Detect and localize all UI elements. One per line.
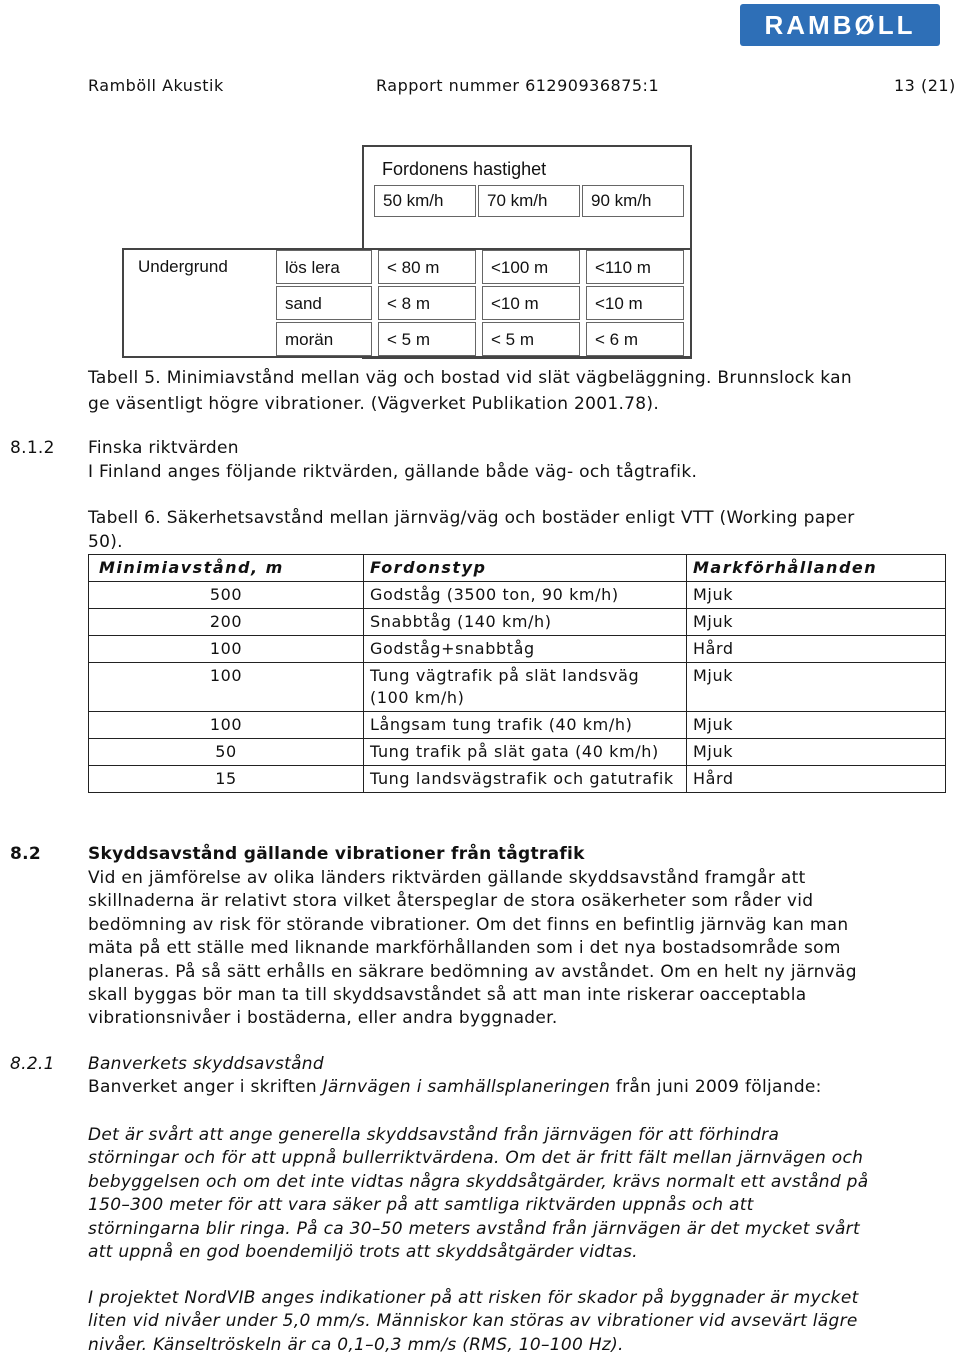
table-cell: 100 bbox=[89, 636, 364, 663]
publication-title: Järnvägen i samhällsplaneringen bbox=[322, 1077, 611, 1097]
table-cell: Mjuk bbox=[687, 582, 946, 609]
table-row bbox=[89, 739, 946, 766]
speed-90: 90 km/h bbox=[582, 185, 684, 217]
text-line: Det är svårt att ange generella skyddsavstånd från järnvägen för att förhindra bbox=[88, 1125, 780, 1145]
table-row bbox=[89, 609, 946, 636]
column-header: Minimiavstånd, m bbox=[89, 555, 364, 582]
text-line: nivåer. Känseltröskeln är ca 0,1–0,3 mm/s (RMS, 10–100 Hz). bbox=[88, 1334, 624, 1355]
table-cell: Mjuk bbox=[687, 663, 946, 712]
text-line: planeras. På så sätt erhålls en säkrare bedömning av avståndet. Om en helt ny järnväg bbox=[88, 961, 857, 982]
quote-block bbox=[88, 1287, 948, 1357]
table-row bbox=[89, 636, 946, 663]
caption-table5-line2: ge väsentligt högre vibrationer. (Vägverket Publikation 2001.78). bbox=[88, 394, 660, 414]
intro-text: Banverket anger i skriften bbox=[88, 1077, 323, 1097]
text-line: bebyggelsen och om det inte vidtas några skyddsåtgärder, krävs normalt ett avstånd på bbox=[88, 1171, 869, 1192]
soil-value: <110 m bbox=[586, 250, 684, 284]
section-title: Skyddsavstånd gällande vibrationer från tågtrafik bbox=[88, 844, 585, 864]
table-cell: 500 bbox=[89, 582, 364, 609]
quote-block bbox=[88, 1124, 948, 1264]
text-line: störningar och för att uppnå bullerriktvärdena. Om det är fritt fält mellan järnvägen och bbox=[88, 1148, 864, 1169]
table-cell: Snabbtåg (140 km/h) bbox=[364, 609, 687, 636]
header-page-number: 13 (21) bbox=[894, 76, 956, 95]
speed-title: Fordonens hastighet bbox=[374, 155, 680, 183]
table-cell: 15 bbox=[89, 766, 364, 793]
table-cell: Mjuk bbox=[687, 739, 946, 766]
undergrund-label: Undergrund bbox=[138, 257, 228, 276]
column-header: Fordonstyp bbox=[364, 555, 687, 582]
section-title: Finska riktvärden bbox=[88, 438, 239, 458]
soil-value: < 8 m bbox=[378, 286, 476, 320]
caption-table5-line1: Tabell 5. Minimiavstånd mellan väg och bostad vid slät vägbeläggning. Brunnslock kan bbox=[88, 368, 852, 388]
table-cell: 50 bbox=[89, 739, 364, 766]
intro-text: från juni 2009 följande: bbox=[610, 1077, 822, 1097]
soil-value: < 80 m bbox=[378, 250, 476, 284]
section-intro bbox=[88, 1077, 822, 1097]
section-text: I Finland anges följande riktvärden, gällande både väg- och tågtrafik. bbox=[88, 462, 698, 482]
text-line: skall byggas bör man ta till skyddsavståndet så att man inte riskerar oacceptabla bbox=[88, 985, 807, 1006]
text-line: Vid en jämförelse av olika länders riktvärden gällande skyddsavstånd framgår att bbox=[88, 868, 806, 888]
table-cell: Tung trafik på slät gata (40 km/h) bbox=[364, 739, 687, 766]
table-cell: Mjuk bbox=[687, 712, 946, 739]
soil-value: < 5 m bbox=[378, 322, 476, 356]
header-company: Ramböll Akustik bbox=[88, 76, 224, 95]
table-row bbox=[89, 663, 946, 712]
table-cell: Hård bbox=[687, 636, 946, 663]
section-number: 8.2.1 bbox=[10, 1054, 55, 1074]
section-number: 8.2 bbox=[10, 844, 42, 864]
table-header-row bbox=[89, 555, 946, 582]
table-cell: Godståg (3500 ton, 90 km/h) bbox=[364, 582, 687, 609]
soil-table-box bbox=[122, 248, 692, 358]
speed-50: 50 km/h bbox=[374, 185, 476, 217]
table-cell: 200 bbox=[89, 609, 364, 636]
soil-value: <10 m bbox=[586, 286, 684, 320]
header-report-number: Rapport nummer 61290936875:1 bbox=[376, 76, 660, 95]
text-line: vibrationsnivåer i bostäderna, eller andra byggnader. bbox=[88, 1008, 558, 1029]
soil-name: sand bbox=[276, 286, 372, 320]
table-cell: 100 bbox=[89, 663, 364, 712]
table-row bbox=[89, 582, 946, 609]
soil-value: < 5 m bbox=[482, 322, 580, 356]
text-line: liten vid nivåer under 5,0 mm/s. Människor kan störas av vibrationer vid avsevärt lägre bbox=[88, 1311, 858, 1332]
section-body bbox=[88, 867, 948, 1031]
table-cell: Tung vägtrafik på slät landsväg (100 km/h) bbox=[364, 663, 687, 712]
table-row bbox=[89, 712, 946, 739]
soil-value: <100 m bbox=[482, 250, 580, 284]
text-line: 150–300 meter för att vara säker på att samtliga riktvärden uppnås och att bbox=[88, 1195, 754, 1216]
table-row bbox=[89, 766, 946, 793]
soil-name: morän bbox=[276, 322, 372, 356]
section-number: 8.1.2 bbox=[10, 438, 55, 458]
table-cell: 100 bbox=[89, 712, 364, 739]
speed-70: 70 km/h bbox=[478, 185, 580, 217]
soil-value: < 6 m bbox=[586, 322, 684, 356]
table-cell: Godståg+snabbtåg bbox=[364, 636, 687, 663]
text-line: störningarna blir ringa. På ca 30–50 meters avstånd från järnvägen är det mycket svårt bbox=[88, 1218, 860, 1239]
text-line: bedömning av risk för störande vibrationer. Om det finns en befintlig järnväg kan man bbox=[88, 914, 849, 935]
rambol-logo: RAMBØLL bbox=[740, 4, 940, 46]
table-cell: Mjuk bbox=[687, 609, 946, 636]
text-line: mäta på ett ställe med liknande markförhållanden som i det nya bostadsområde som bbox=[88, 938, 841, 959]
table-cell: Hård bbox=[687, 766, 946, 793]
text-line: att uppnå en god boendemiljö trots att skyddsåtgärder vidtas. bbox=[88, 1242, 638, 1263]
table6 bbox=[88, 554, 946, 793]
caption-table6-line2: 50). bbox=[88, 532, 123, 552]
text-line: skillnaderna är relativt stora vilket återspeglar de stora osäkerheter som råder vid bbox=[88, 891, 814, 912]
section-title: Banverkets skyddsavstånd bbox=[88, 1054, 324, 1074]
table-cell: Tung landsvägstrafik och gatutrafik bbox=[364, 766, 687, 793]
soil-value: <10 m bbox=[482, 286, 580, 320]
text-line: I projektet NordVIB anges indikationer på att risken för skador på byggnader är mycket bbox=[88, 1288, 859, 1308]
table-cell: Långsam tung trafik (40 km/h) bbox=[364, 712, 687, 739]
column-header: Markförhållanden bbox=[687, 555, 946, 582]
caption-table6-line1: Tabell 6. Säkerhetsavstånd mellan järnväg/väg och bostäder enligt VTT (Working paper bbox=[88, 508, 855, 528]
soil-name: lös lera bbox=[276, 250, 372, 284]
